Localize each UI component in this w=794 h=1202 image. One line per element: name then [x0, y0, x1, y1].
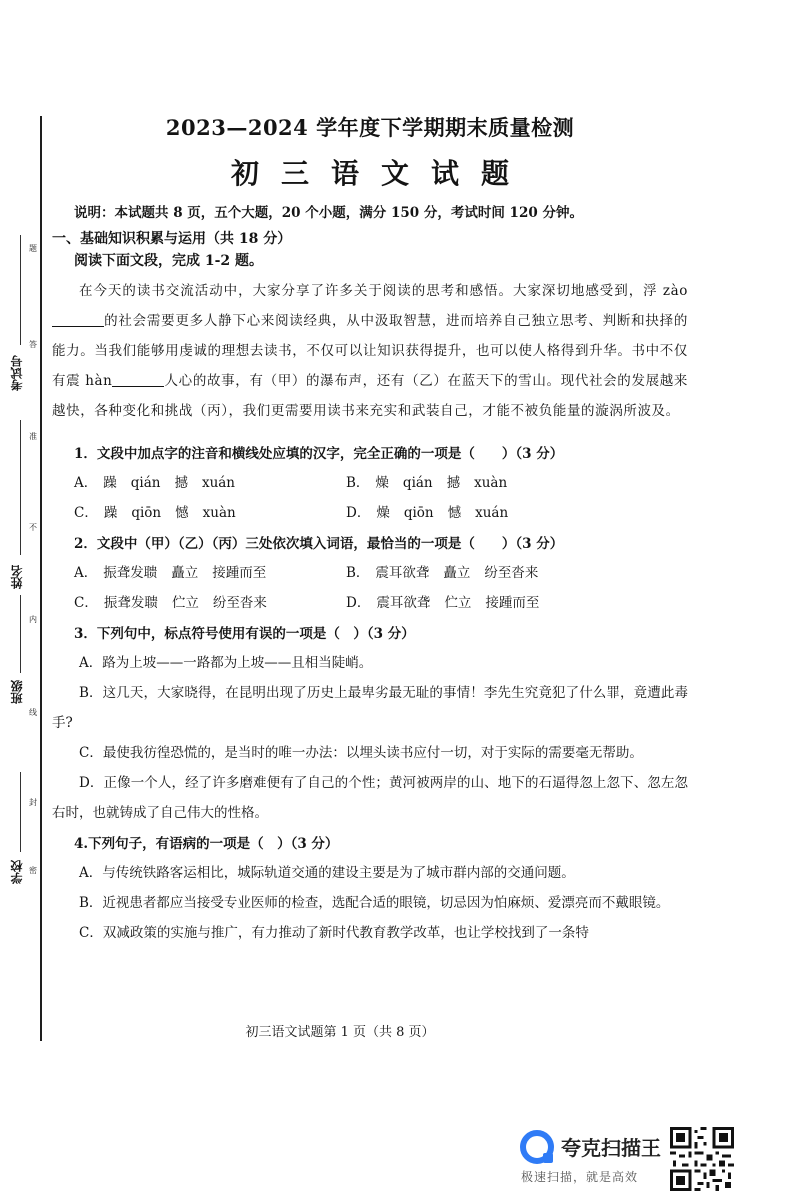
- question-3-option-d: D．正像一个人，经了许多磨难便有了自己的个性；黄河被两岸的山、地下的石逼得忽上忽下、忽左忽右时，也就铸成了自己伟大的性格。: [52, 775, 688, 821]
- scanner-brand: 夸克扫描王: [561, 1136, 661, 1160]
- question-1-option-c: C． 躁 qiōn 憾 xuàn: [74, 505, 236, 521]
- exam-subject: 初三语文试题: [230, 157, 531, 190]
- field-class-label: 班级: [10, 680, 24, 704]
- fill-blank-1: [52, 310, 104, 327]
- field-name-label: 姓名: [10, 565, 24, 589]
- question-4-option-c: C．双减政策的实施与推广，有力推动了新时代教育教学改革，也让学校找到了一条特: [79, 925, 589, 941]
- passage-part-1: 在今天的读书交流活动中，大家分享了许多关于阅读的思考和感悟。大家深切地感受到，浮 zào: [79, 283, 688, 299]
- question-3-stem: 3．下列句中，标点符号使用有误的一项是（ ）（3 分）: [74, 626, 415, 642]
- passage-part-2: 的社会需要更多人静下心来阅读经典，从中汲取智慧，进而培养自己独立思考、判断和抉择的能力。当我们能够用虔诚的理想去读书，不仅可以让知识获得提升，也可以使人格得到升华。书中不仅有震 hàn: [52, 313, 688, 389]
- question-1-options-row-1: [74, 468, 688, 498]
- question-3-option-c: C．最使我彷徨恐慌的，是当时的唯一办法：以埋头读书应付一切，对于实际的需要毫无帮助。: [79, 745, 643, 761]
- field-school-label: 学校: [10, 860, 24, 884]
- seal-char-6: 线: [29, 708, 37, 717]
- field-exam-number-line: [20, 235, 21, 345]
- question-2-option-a: A． 振聋发聩 矗立 接踵而至: [74, 565, 267, 581]
- question-2-options-row-2: [74, 588, 688, 618]
- question-2-option-d: D． 震耳欲聋 伫立 接踵而至: [346, 595, 540, 611]
- field-name-line: [20, 420, 21, 555]
- section-heading: 一、基础知识积累与运用（共 18 分）: [52, 231, 292, 247]
- question-2-option-b: B． 震耳欲聋 矗立 纷至沓来: [346, 565, 539, 581]
- page-footer: 初三语文试题第 1 页（共 8 页）: [245, 1025, 435, 1040]
- question-3-option-b: B．这几天，大家晓得，在昆明出现了历史上最卑劣最无耻的事情！李先生究竟犯了什么罪，竟遭此毒手?: [52, 685, 688, 731]
- seal-char-7: 封: [29, 798, 37, 807]
- question-2-options-row-1: [74, 558, 688, 588]
- question-4-option-b: B．近视患者都应当接受专业医师的检查，选配合适的眼镜，切忌因为怕麻烦、爱漂亮而不戴眼镜。: [79, 895, 670, 911]
- seal-char-3: 准: [29, 432, 37, 441]
- exam-title: 2023—2024 学年度下学期期末质量检测: [165, 115, 575, 140]
- exam-content: [52, 112, 688, 948]
- field-school-line: [20, 772, 21, 852]
- seal-char-1: 题: [29, 244, 37, 253]
- seal-char-5: 内: [29, 615, 37, 624]
- question-1-option-d: D． 燥 qiōn 憾 xuán: [346, 505, 509, 521]
- question-1-option-b: B． 燥 qián 撼 xuàn: [346, 475, 508, 491]
- scanner-slogan: 极速扫描，就是高效: [521, 1170, 639, 1184]
- question-1-stem: 1．文段中加点字的注音和横线处应填的汉字，完全正确的一项是（ ）（3 分）: [74, 446, 564, 462]
- reading-passage: [52, 276, 688, 426]
- question-2-stem: 2．文段中（甲）（乙）（丙）三处依次填入词语，最恰当的一项是（ ）（3 分）: [74, 536, 564, 552]
- exam-note: 说明：本试题共 8 页，五个大题，20 个小题，满分 150 分，考试时间 120 分钟。: [74, 205, 583, 221]
- scanner-logo-icon: [520, 1130, 554, 1164]
- question-1-option-a: A． 躁 qián 撼 xuán: [74, 475, 236, 491]
- question-1-options-row-2: [74, 498, 688, 528]
- question-2-option-c: C． 振聋发聩 伫立 纷至沓来: [74, 595, 267, 611]
- seal-char-4: 不: [29, 523, 37, 532]
- section-instruction: 阅读下面文段，完成 1-2 题。: [74, 253, 264, 269]
- question-4-stem: 4.下列句子，有语病的一项是（ ）（3 分）: [74, 836, 339, 852]
- fill-blank-2: [112, 370, 164, 387]
- seal-char-8: 密: [29, 866, 37, 875]
- qr-code-icon: [670, 1127, 734, 1191]
- seal-char-2: 答: [29, 340, 37, 349]
- passage-part-3: 人心的故事，有（甲）的瀑布声，还有（乙）在蓝天下的雪山。现代社会的发展越来越快，各种变化和挑战（丙），我们更需要用读书来充实和武装自己，才能不被负能量的漩涡所波及。: [52, 373, 688, 419]
- field-exam-number-label: 考试号: [10, 355, 24, 391]
- binding-line: [40, 116, 42, 1041]
- question-3-option-a: A．路为上坡——一路都为上坡——且相当陡峭。: [79, 655, 373, 671]
- question-4-option-a: A．与传统铁路客运相比，城际轨道交通的建设主要是为了城市群内部的交通问题。: [79, 865, 575, 881]
- field-class-line: [20, 595, 21, 673]
